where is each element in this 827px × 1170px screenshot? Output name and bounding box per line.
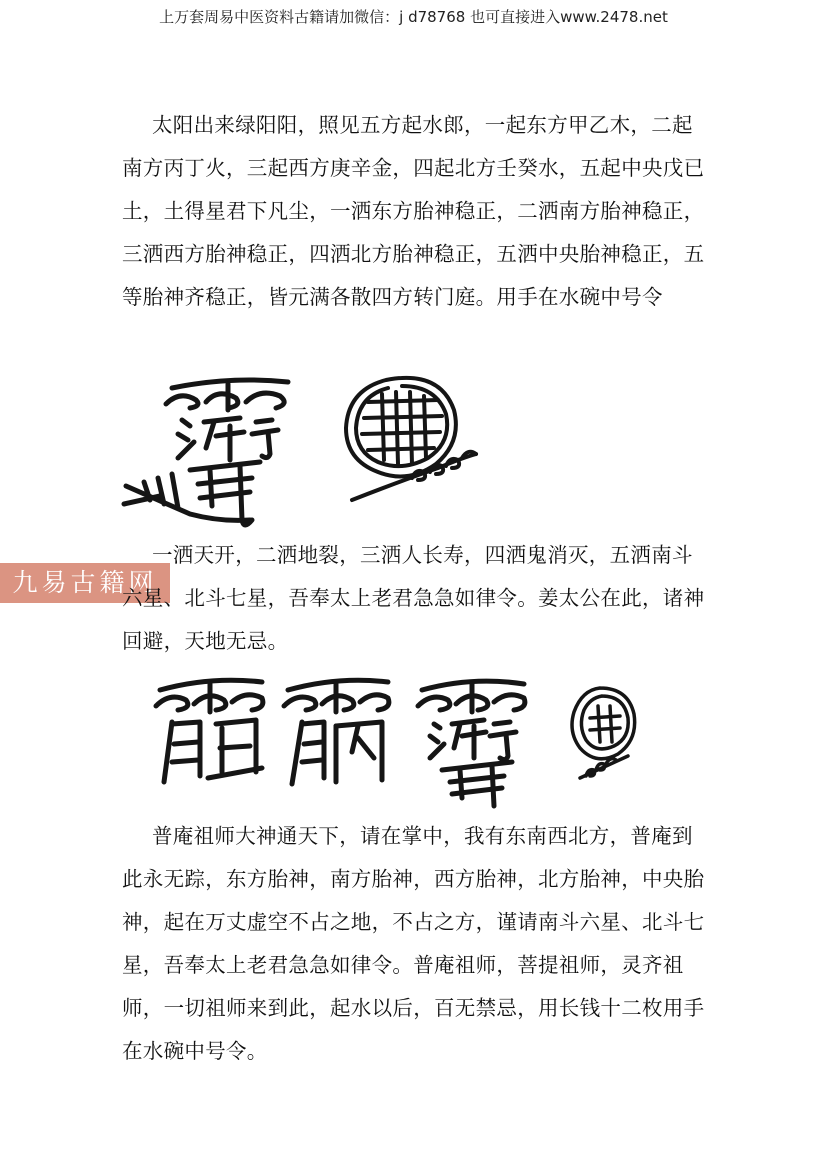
talisman-6 bbox=[566, 682, 646, 782]
site-watermark: 九易古籍网 bbox=[0, 563, 170, 603]
paragraph-3: 普庵祖师大神通天下，请在掌中，我有东南西北方，普庵到此永无踪，东方胎神，南方胎神，西方胎神，北方胎神，中央胎神，起在万丈虚空不占之地，不占之方，谨请南斗六星、北斗七星，吾奉太上老君急急如律令。普庵祖师，菩提祖师，灵齐祖师，一切祖师来到此，起水以后，百无禁忌，用长钱十二枚用手在水碗中号令。 bbox=[122, 824, 705, 1063]
talisman-1 bbox=[120, 370, 360, 530]
talisman-3 bbox=[150, 672, 270, 792]
talisman-4 bbox=[278, 672, 398, 792]
talisman-2 bbox=[338, 372, 488, 507]
page-header: 上万套周易中医资料古籍请加微信：j d78768 也可直接进入www.2478.net bbox=[159, 8, 668, 26]
paragraph-1: 太阳出来绿阳阳，照见五方起水郎，一起东方甲乙木，二起南方丙丁火，三起西方庚辛金，四起北方壬癸水，五起中央戊已土，土得星君下凡尘，一洒东方胎神稳正，二洒南方胎神稳正，三洒西方胎神稳正，四洒北方胎神稳正，五洒中央胎神稳正，五等胎神齐稳正，皆元满各散四方转门庭。用手在水碗中号令 bbox=[122, 113, 705, 309]
talisman-5 bbox=[412, 672, 532, 807]
paragraph-2: 一洒天开，二洒地裂，三洒人长寿，四洒鬼消灭，五洒南斗六星、北斗七星，吾奉太上老君急急如律令。姜太公在此，诸神回避，天地无忌。 bbox=[122, 543, 705, 653]
